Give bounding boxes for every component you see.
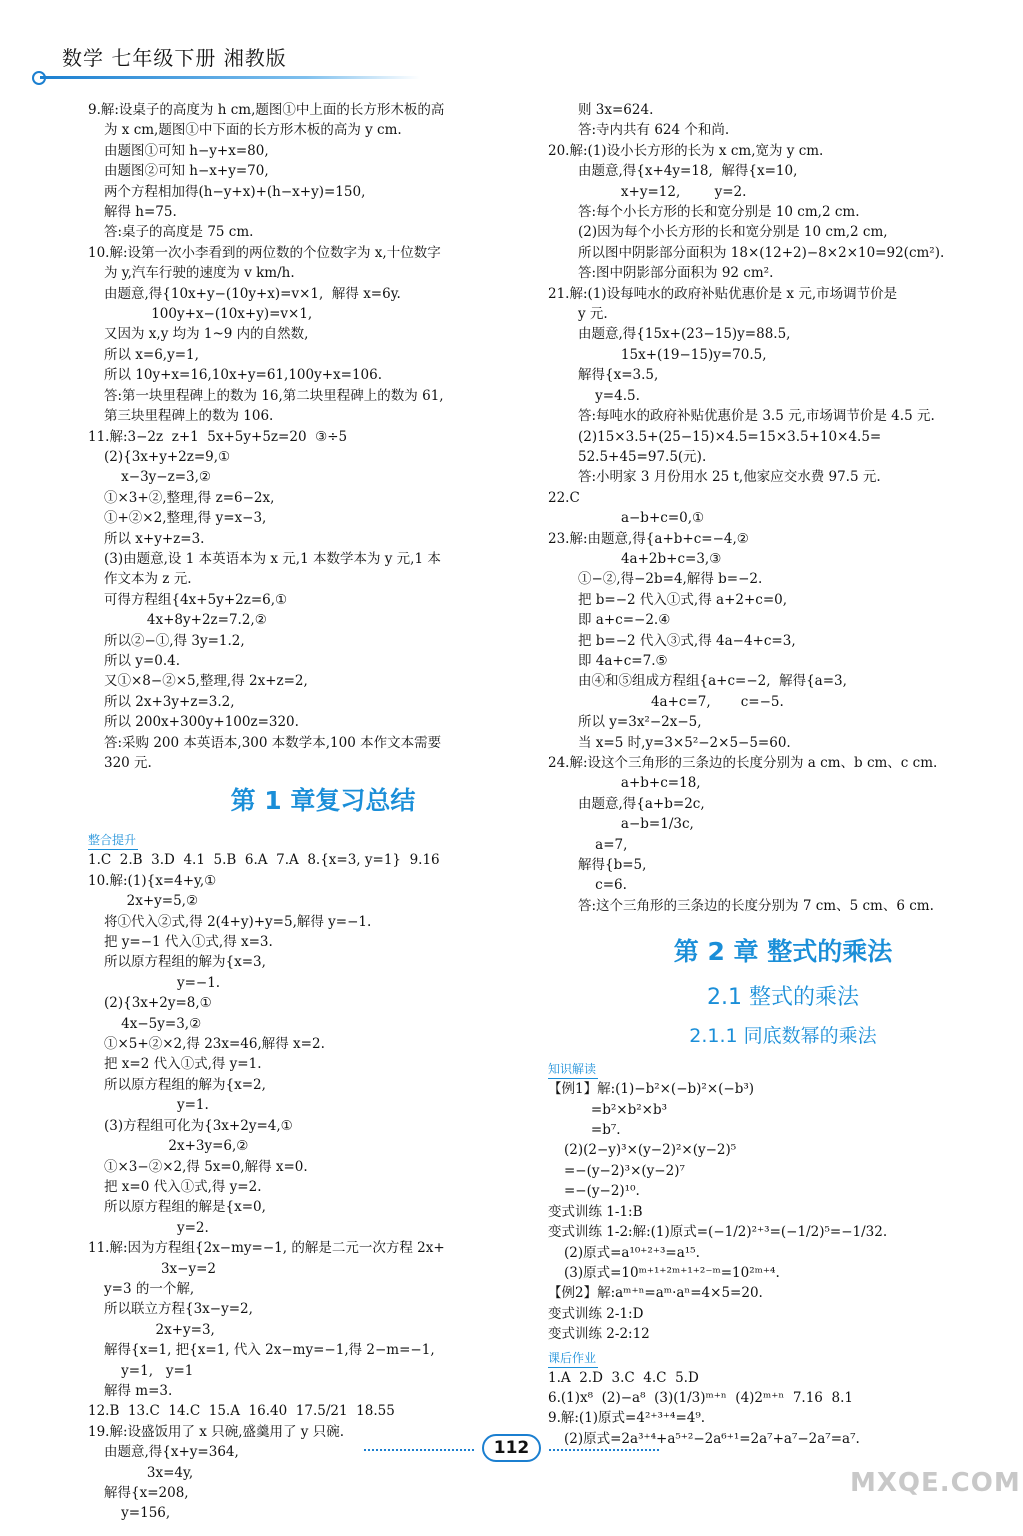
answer-line: ①−②,得−2b=4,解得 b=−2. <box>578 571 763 588</box>
answer-line: 变式训练 1-1:B <box>548 1203 643 1220</box>
answer-line: 又①×8−②×5,整理,得 2x+z=2, <box>104 673 308 690</box>
answer-line: 320 元. <box>104 755 152 771</box>
answer-line: a−b+c=0,① <box>548 510 705 527</box>
answer-line: 作文本为 z 元. <box>104 571 192 588</box>
answer-line: 所以原方程组的解是{x=0, <box>104 1199 266 1216</box>
answer-line: 解得 h=75. <box>104 204 177 221</box>
section-heading: 第 1 章复习总结 <box>230 786 416 816</box>
answer-line: 24.解:设这个三角形的三条边的长度分别为 a cm、b cm、c cm. <box>548 755 938 771</box>
answer-line: 52.5+45=97.5(元). <box>578 448 707 465</box>
answer-line: 变式训练 2-2:12 <box>548 1326 650 1343</box>
answer-line: 所以 2x+3y+z=3.2, <box>104 693 235 710</box>
answer-line: 3x−y=2 <box>88 1260 216 1277</box>
answer-line: 则 3x=624. <box>578 102 654 118</box>
answer-line: ①×3+②,整理,得 z=6−2x, <box>104 489 275 506</box>
answer-line: 11.解:3−2z z+1 5x+5y+5z=20 ③÷5 <box>88 428 348 445</box>
answer-line: =−(y−2)¹⁰. <box>564 1183 640 1200</box>
page-header-title: 数学 七年级下册 湘教版 <box>62 46 287 70</box>
watermark: MXQE.COM <box>850 1468 1021 1498</box>
answer-line: 解得{x=1, 把{x=1, 代入 2x−my=−1,得 2−m=−1, <box>104 1342 435 1359</box>
answer-line: 3x=4y, <box>104 1464 194 1481</box>
section-tag-row <box>548 1056 1018 1079</box>
answer-line: x−3y−z=3,② <box>104 469 212 486</box>
answer-line: 答:第一块里程碑上的数为 16,第二块里程碑上的数为 61, <box>104 387 444 404</box>
answer-line: (2)原式=a¹⁰⁺²⁺³=a¹⁵. <box>564 1244 700 1261</box>
answer-line: y=156, <box>104 1505 171 1522</box>
answer-line: =b⁷. <box>548 1122 621 1139</box>
answer-line: (2)(2−y)³×(y−2)²×(y−2)⁵ <box>564 1142 737 1159</box>
answer-line: 10.解:(1){x=4+y,① <box>88 872 217 889</box>
section-tag: 课后作业 <box>548 1349 598 1368</box>
answer-line: 答:每个小长方形的长和宽分别是 10 cm,2 cm. <box>578 204 860 221</box>
answer-line: 又因为 x,y 均为 1~9 内的自然数, <box>104 326 309 343</box>
answer-line: 11.解:因为方程组{2x−my=−1, 的解是二元一次方程 2x+ <box>88 1240 445 1257</box>
right-column <box>548 100 1018 1449</box>
answer-line: 所以原方程组的解为{x=3, <box>104 954 266 971</box>
answer-line: y 元. <box>578 306 608 323</box>
answer-line: 即 4a+c=7.⑤ <box>578 652 668 669</box>
section-heading: 2.1.1 同底数幂的乘法 <box>689 1025 877 1048</box>
header-rule <box>40 76 420 79</box>
answer-line: (2){3x+2y=8,① <box>104 995 212 1012</box>
answer-line: (3)由题意,设 1 本英语本为 x 元,1 本数学本为 y 元,1 本 <box>104 550 441 567</box>
answer-line: 当 x=5 时,y=3×5²−2×5−5=60. <box>578 734 791 751</box>
answer-line: 所以 y=3x²−2x−5, <box>578 714 702 731</box>
section-tag: 整合提升 <box>88 831 138 850</box>
answer-line: 答:小明家 3 月份用水 25 t,他家应交水费 97.5 元. <box>578 469 881 486</box>
answer-line: 由题意,得{x+y=364, <box>104 1444 239 1461</box>
answer-line: 19.解:设盛饭用了 x 只碗,盛羹用了 y 只碗. <box>88 1423 345 1440</box>
section-heading: 第 2 章 整式的乘法 <box>673 937 893 967</box>
answer-line: 20.解:(1)设小长方形的长为 x cm,宽为 y cm. <box>548 142 824 159</box>
answer-line: 由题图②可知 h−x+y=70, <box>104 163 269 180</box>
answer-line: y=1. <box>104 1097 209 1114</box>
answer-line: 2x+y=5,② <box>88 893 199 910</box>
answer-line: 10.解:设第一次小李看到的两位数的个位数字为 x,十位数字 <box>88 244 441 261</box>
answer-line: 把 b=−2 代入①式,得 a+2+c=0, <box>578 591 788 608</box>
answer-line: 【例1】解:(1)−b²×(−b)²×(−b³) <box>548 1081 755 1098</box>
answer-line: 第三块里程碑上的数为 106. <box>104 408 274 425</box>
answer-line: c=6. <box>578 877 627 894</box>
answer-line: 答:图中阴影部分面积为 92 cm². <box>578 265 774 282</box>
answer-line: 所以 10y+x=16,10x+y=61,100y+x=106. <box>104 367 383 384</box>
footer-dots-left <box>364 1449 474 1451</box>
answer-line: x+y=12, y=2. <box>578 183 747 200</box>
answer-line: ①×3−②×2,得 5x=0,解得 x=0. <box>104 1158 308 1175</box>
answer-line: 把 x=2 代入①式,得 y=1. <box>104 1056 262 1073</box>
answer-line: 15x+(19−15)y=70.5, <box>578 346 767 363</box>
answer-line: 解得{x=3.5, <box>578 367 659 384</box>
answer-line: (3)原式=10ᵐ⁺¹⁺²ᵐ⁺¹⁺²⁻ᵐ=10²ᵐ⁺⁴. <box>564 1264 780 1281</box>
answer-line: y=2. <box>104 1219 209 1236</box>
page-number: 112 <box>482 1434 542 1462</box>
answer-line: 4x+8y+2z=7.2,② <box>104 612 267 629</box>
answer-line: 解得{b=5, <box>578 857 647 874</box>
answer-line: a−b=1/3c, <box>578 816 694 833</box>
answer-line: 100y+x−(10x+y)=v×1, <box>104 306 313 323</box>
answer-line: 所以 200x+300y+100z=320. <box>104 714 299 731</box>
page-number-footer <box>0 1434 1023 1462</box>
answer-line: ①+②×2,整理,得 y=x−3, <box>104 510 267 527</box>
answer-line: 所以联立方程{3x−y=2, <box>104 1301 253 1318</box>
answer-line: 由④和⑤组成方程组{a+c=−2, 解得{a=3, <box>578 673 847 690</box>
answer-line: 变式训练 2-1:D <box>548 1305 644 1322</box>
answer-line: 为 x cm,题图①中下面的长方形木板的高为 y cm. <box>104 122 402 139</box>
answer-line: 所以图中阴影部分面积为 18×(12+2)−8×2×10=92(cm²). <box>578 244 945 261</box>
answer-line: 1.A 2.D 3.C 4.C 5.D <box>548 1369 699 1386</box>
answer-line: 答:每吨水的政府补贴优惠价是 3.5 元,市场调节价是 4.5 元. <box>578 408 935 425</box>
answer-line: 9.解:(1)原式=4²⁺³⁺⁴=4⁹. <box>548 1410 706 1427</box>
answer-line: 4x−5y=3,② <box>104 1015 202 1032</box>
answer-line: 22.C <box>548 489 580 506</box>
answer-line: 答:寺内共有 624 个和尚. <box>578 122 730 139</box>
answer-line: 把 b=−2 代入③式,得 4a−4+c=3, <box>578 632 796 649</box>
answer-line: y=3 的一个解, <box>104 1280 195 1297</box>
answer-line: 由题图①可知 h−y+x=80, <box>104 142 269 159</box>
answer-line: 将①代入②式,得 2(4+y)+y=5,解得 y=−1. <box>104 913 372 930</box>
answer-line: 【例2】解:aᵐ⁺ⁿ=aᵐ·aⁿ=4×5=20. <box>548 1285 763 1302</box>
answer-line: 由题意,得{10x+y−(10y+x)=v×1, 解得 x=6y. <box>104 285 401 302</box>
answer-line: y=4.5. <box>578 387 640 404</box>
answer-line: 由题意,得{a+b=2c, <box>578 795 705 812</box>
section-tag-row <box>548 1345 1018 1368</box>
answer-line: 所以 x=6,y=1, <box>104 346 199 363</box>
answer-line: 21.解:(1)设每吨水的政府补贴优惠价是 x 元,市场调节价是 <box>548 285 898 302</box>
answer-line: a=7, <box>578 836 628 853</box>
answer-line: 6.(1)x⁸ (2)−a⁸ (3)(1/3)ᵐ⁺ⁿ (4)2ᵐ⁺ⁿ 7.16 8.1 <box>548 1389 853 1406</box>
answer-line: (2)原式=2a³⁺⁴+a⁵⁺²−2a⁶⁺¹=2a⁷+a⁷−2a⁷=a⁷. <box>564 1430 860 1447</box>
answer-line: 可得方程组{4x+5y+2z=6,① <box>104 591 288 608</box>
answer-line: 4a+c=7, c=−5. <box>578 693 784 710</box>
section-tag-row <box>88 827 558 850</box>
section-heading: 2.1 整式的乘法 <box>707 985 859 1011</box>
answer-line: 2x+y=3, <box>104 1321 215 1338</box>
answer-line: 答:这个三角形的三条边的长度分别为 7 cm、5 cm、6 cm. <box>578 897 934 914</box>
answer-line: 23.解:由题意,得{a+b+c=−4,② <box>548 530 749 547</box>
answer-line: 答:桌子的高度是 75 cm. <box>104 224 254 241</box>
answer-line: y=1, y=1 <box>104 1362 194 1379</box>
answer-line: 4a+2b+c=3,③ <box>548 550 722 567</box>
answer-line: 两个方程相加得(h−y+x)+(h−x+y)=150, <box>104 183 366 200</box>
answer-line: (2)因为每个小长方形的长和宽分别是 10 cm,2 cm, <box>578 224 888 241</box>
answer-line: (2){3x+y+2z=9,① <box>104 448 231 465</box>
answer-line: 把 y=−1 代入①式,得 x=3. <box>104 934 273 951</box>
answer-line: 即 a+c=−2.④ <box>578 612 671 629</box>
answer-line: 所以②−①,得 3y=1.2, <box>104 632 245 649</box>
answer-line: 2x+3y=6,② <box>104 1138 249 1155</box>
answer-line: 变式训练 1-2:解:(1)原式=(−1/2)²⁺³=(−1/2)⁵=−1/32. <box>548 1224 888 1241</box>
answer-line: 由题意,得{15x+(23−15)y=88.5, <box>578 326 791 343</box>
answer-line: 12.B 13.C 14.C 15.A 16.40 17.5/21 18.55 <box>88 1403 395 1420</box>
answer-line: 1.C 2.B 3.D 4.1 5.B 6.A 7.A 8.{x=3, y=1} 9.16 <box>88 852 440 869</box>
footer-dots-right <box>549 1449 659 1451</box>
answer-line: 所以原方程组的解为{x=2, <box>104 1076 266 1093</box>
answer-line: 解得{x=208, <box>104 1485 189 1501</box>
left-column <box>88 100 558 1524</box>
answer-line: =b²×b²×b³ <box>548 1101 668 1118</box>
section-tag: 知识解读 <box>548 1060 598 1079</box>
answer-line: (3)方程组可化为{3x+2y=4,① <box>104 1117 293 1134</box>
answer-line: 为 y,汽车行驶的速度为 v km/h. <box>104 265 295 282</box>
answer-line: 解得 m=3. <box>104 1382 173 1399</box>
answer-line: 所以 x+y+z=3. <box>104 530 205 547</box>
answer-line: 9.解:设桌子的高度为 h cm,题图①中上面的长方形木板的高 <box>88 102 445 118</box>
answer-line: ①×5+②×2,得 23x=46,解得 x=2. <box>104 1036 325 1053</box>
answer-line: 由题意,得{x+4y=18, 解得{x=10, <box>578 163 798 180</box>
answer-line: 把 x=0 代入①式,得 y=2. <box>104 1178 262 1195</box>
answer-line: 所以 y=0.4. <box>104 652 180 669</box>
answer-line: a+b+c=18, <box>578 775 701 792</box>
answer-line: (2)15×3.5+(25−15)×4.5=15×3.5+10×4.5= <box>578 428 882 445</box>
answer-line: 答:采购 200 本英语本,300 本数学本,100 本作文本需要 <box>104 734 442 751</box>
answer-line: =−(y−2)³×(y−2)⁷ <box>564 1162 685 1179</box>
answer-line: y=−1. <box>104 974 221 991</box>
